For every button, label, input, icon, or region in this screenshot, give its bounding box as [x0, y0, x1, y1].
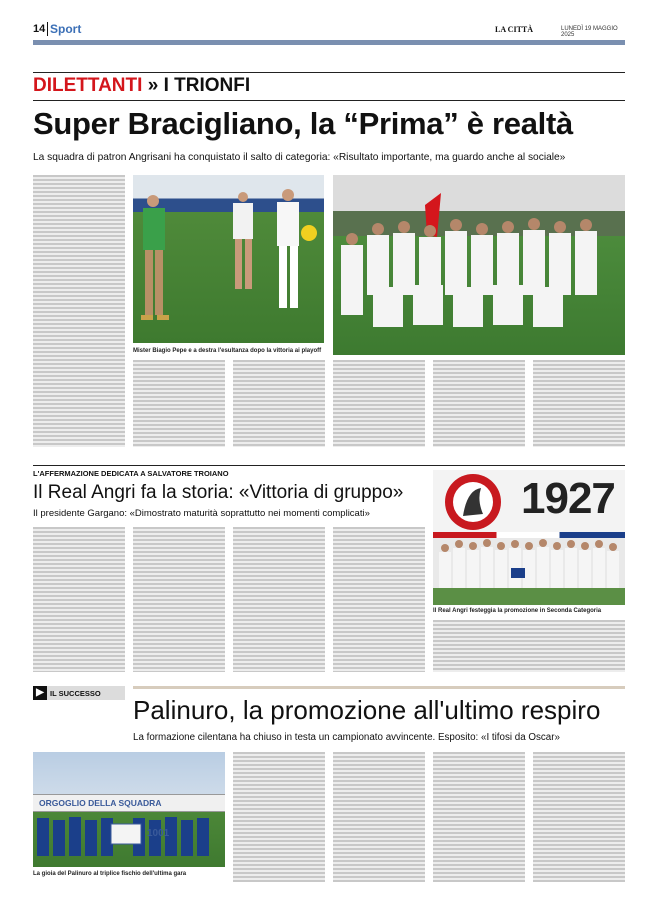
article3-body-column [433, 752, 525, 882]
section-divider [47, 22, 48, 36]
player-figure [233, 192, 253, 289]
article2-subheadline: Il presidente Gargano: «Dimostrato maturità soprattutto nei momenti complicati» [33, 508, 370, 519]
article1-top-rule [33, 72, 625, 73]
article3-tag-label: IL SUCCESSO [50, 689, 101, 698]
fan-banner [33, 794, 225, 812]
article1-photo-coach [133, 175, 324, 343]
article1-body-column [133, 360, 225, 447]
kicker-red-text: DILETTANTI [33, 75, 143, 96]
article3-headline: Palinuro, la promozione all'ultimo respiro [133, 695, 601, 725]
player-with-ball-figure [277, 189, 317, 308]
newspaper-name: LA CITTÀ [495, 25, 534, 34]
kicker-separator: » [147, 75, 159, 96]
page-number: 14 [33, 23, 46, 35]
article3-tag [33, 686, 125, 700]
kicker-black-text: I TRIONFI [163, 75, 251, 96]
coach-figure [141, 195, 169, 320]
article1-kicker [33, 75, 250, 97]
article2-body-column [433, 620, 625, 672]
article1-kicker-rule [33, 100, 625, 101]
article2-photo-team [433, 470, 625, 605]
article3-photo-caption: La gioia del Palinuro al triplice fischio dell'ultima gara [33, 871, 187, 877]
header-rule [33, 40, 625, 45]
issue-date: LUNEDÌ 19 MAGGIO 2025 [561, 26, 618, 38]
article3-body-column [333, 752, 425, 882]
held-sign-text: 1001 [147, 828, 170, 839]
article2-kicker: L'AFFERMAZIONE DEDICATA A SALVATORE TROIANO [33, 469, 229, 478]
article2-top-rule [33, 465, 625, 466]
article3-body-column [533, 752, 625, 882]
article1-photo-team [333, 175, 625, 355]
fan-banner-text: ORGOGLIO DELLA SQUADRA [39, 798, 162, 808]
arrow-right-icon: ▶ [33, 686, 47, 700]
article2-body-column [233, 527, 325, 672]
article3-body-column [233, 752, 325, 882]
article1-body-column [333, 360, 425, 447]
article1-body-column [233, 360, 325, 447]
article1-body-column [533, 360, 625, 447]
article2-body-column [333, 527, 425, 672]
article2-photo-caption: Il Real Angri festeggia la promozione in Seconda Categoria [433, 608, 602, 614]
article3-subheadline: La formazione cilentana ha chiuso in testa un campionato avvincente. Esposito: «I tifosi da Oscar» [133, 732, 560, 743]
section-name: Sport [50, 22, 82, 36]
article2-body-column [133, 527, 225, 672]
article1-body-column [433, 360, 525, 447]
article1-subheadline: La squadra di patron Angrisani ha conquistato il salto di categoria: «Risultato importante, ma guardo anche al sociale» [33, 152, 566, 163]
article1-headline: Super Bracigliano, la “Prima” è realtà [33, 106, 573, 141]
article1-photo-caption: Mister Biagio Pepe e a destra l'esultanza dopo la vittoria ai playoff [133, 348, 322, 354]
page-header [33, 18, 625, 40]
article3-top-rule [133, 686, 625, 689]
article2-body-column [33, 527, 125, 672]
article3-photo-team [33, 752, 225, 867]
team-group [439, 547, 619, 588]
team-group [341, 230, 597, 327]
article2-headline: Il Real Angri fa la storia: «Vittoria di gruppo» [33, 482, 404, 503]
article1-body-column [33, 175, 125, 447]
banner-year: 1927 [521, 474, 615, 523]
held-sign [111, 824, 141, 844]
